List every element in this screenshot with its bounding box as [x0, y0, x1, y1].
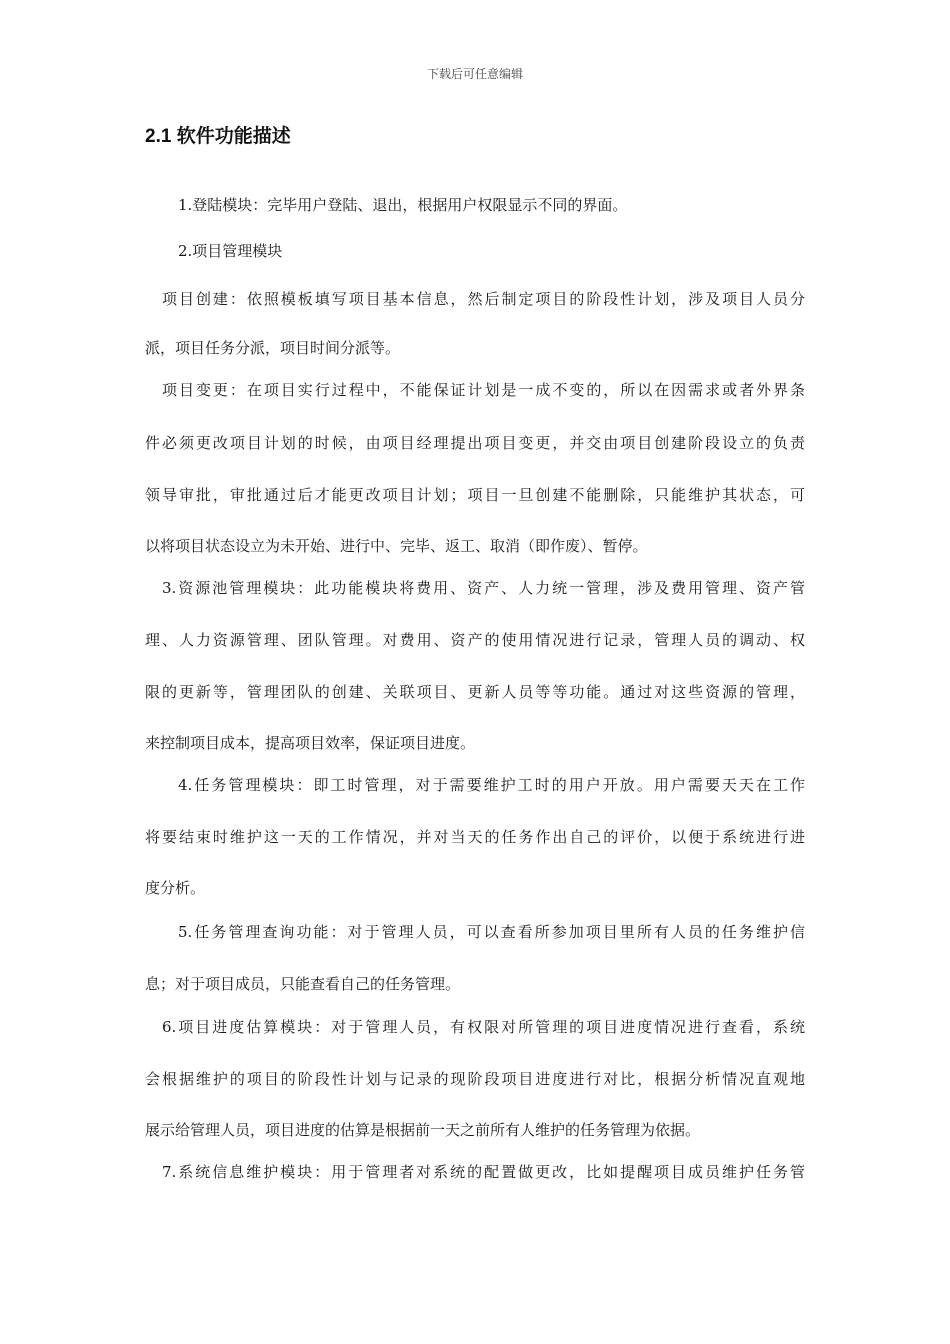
paragraph-line: 会根据维护的项目的阶段性计划与记录的现阶段项目进度进行对比，根据分析情况直观地: [145, 1070, 805, 1088]
paragraph-line: 1.登陆模块：完毕用户登陆、退出，根据用户权限显示不同的界面。: [178, 196, 628, 214]
paragraph-line: 理、人力资源管理、团队管理。对费用、资产的使用情况进行记录，管理人员的调动、权: [145, 631, 805, 649]
section-title: 2.1 软件功能描述: [145, 126, 291, 147]
paragraph-line: 2.项目管理模块: [178, 242, 283, 260]
paragraph-line: 限的更新等，管理团队的创建、关联项目、更新人员等等功能。通过对这些资源的管理，: [145, 683, 805, 701]
paragraph-line: 7.系统信息维护模块：用于管理者对系统的配置做更改，比如提醒项目成员维护任务管: [162, 1163, 805, 1181]
paragraph-line: 将要结束时维护这一天的工作情况，并对当天的任务作出自己的评价，以便于系统进行进: [145, 828, 805, 846]
paragraph-line: 5.任务管理查询功能：对于管理人员，可以查看所参加项目里所有人员的任务维护信: [178, 923, 805, 941]
paragraph-line: 6.项目进度估算模块：对于管理人员，有权限对所管理的项目进度情况进行查看，系统: [162, 1018, 805, 1036]
paragraph-line: 度分析。: [145, 879, 206, 897]
paragraph-line: 以将项目状态设立为未开始、进行中、完毕、返工、取消（即作废）、暂停。: [145, 537, 648, 555]
paragraph-line: 来控制项目成本，提高项目效率，保证项目进度。: [145, 734, 476, 752]
paragraph-line: 展示给管理人员，项目进度的估算是根据前一天之前所有人维护的任务管理为依据。: [145, 1121, 701, 1139]
paragraph-line: 领导审批，审批通过后才能更改项目计划；项目一旦创建不能删除，只能维护其状态，可: [145, 486, 805, 504]
paragraph-line: 项目变更：在项目实行过程中，不能保证计划是一成不变的，所以在因需求或者外界条: [162, 381, 805, 399]
paragraph-line: 3.资源池管理模块：此功能模块将费用、资产、人力统一管理，涉及费用管理、资产管: [162, 579, 805, 597]
paragraph-line: 项目创建：依照模板填写项目基本信息，然后制定项目的阶段性计划，涉及项目人员分: [162, 290, 805, 308]
page-header: 下载后可任意编辑: [426, 67, 523, 81]
paragraph-line: 息；对于项目成员，只能查看自己的任务管理。: [145, 975, 461, 993]
paragraph-line: 派，项目任务分派，项目时间分派等。: [145, 339, 401, 357]
paragraph-line: 4.任务管理模块：即工时管理，对于需要维护工时的用户开放。用户需要天天在工作: [178, 776, 805, 794]
paragraph-line: 件必须更改项目计划的时候，由项目经理提出项目变更，并交由项目创建阶段设立的负责: [145, 434, 805, 452]
